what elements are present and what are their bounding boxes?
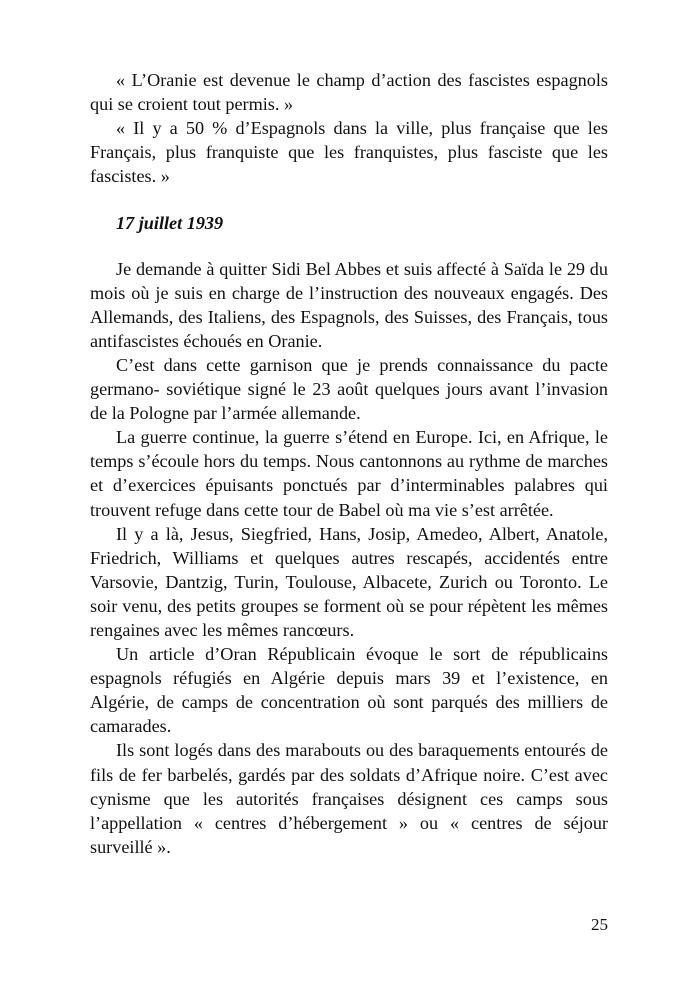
body-paragraph-4: Il y a là, Jesus, Siegfried, Hans, Josip, Amedeo, Albert, Anatole, Friedrich, Williams et quelques autres rescapés, accidentés entre Varsovie, Dantzig, Turin, Toulouse, Albacete, Zurich ou Toronto. Le soir venu, des petits groupes se forment où se pour répètent les mêmes rengaines avec les mêmes rancœurs. xyxy=(90,523,608,640)
body-paragraph-2: C’est dans cette garnison que je prends connaissance du pacte germano- soviétique signé le 23 août quelques jours avant l’invasion de la Pologne par l’armée allemande. xyxy=(90,354,608,424)
quote-paragraph-1: « L’Oranie est devenue le champ d’action des fascistes espagnols qui se croient tout permis. » xyxy=(90,70,608,115)
date-heading: 17 juillet 1939 xyxy=(116,213,224,234)
page-number: 25 xyxy=(591,915,608,934)
body-paragraph-3: La guerre continue, la guerre s’étend en Europe. Ici, en Afrique, le temps s’écoule hors du temps. Nous cantonnons au rythme de marches et d’exercices épuisants ponctués par d’interminables palabres qui trouvent refuge dans cette tour de Babel où ma vie s’est arrêtée. xyxy=(90,427,608,520)
body-paragraph-5: Un article d’Oran Républicain évoque le sort de républicains espagnols réfugiés en Algérie depuis mars 39 et l’existence, en Algérie, de camps de concentration où sont parqués des milliers de camarades. xyxy=(90,644,608,737)
quote-paragraph-2: « Il y a 50 % d’Espagnols dans la ville, plus française que les Français, plus franquiste que les franquistes, plus fasciste que les fascistes. » xyxy=(90,118,608,187)
body-paragraph-1: Je demande à quitter Sidi Bel Abbes et suis affecté à Saïda le 29 du mois où je suis en charge de l’instruction des nouveaux engagés. Des Allemands, des Italiens, des Espagnols, des Suisses, des Français, tous antifascistes échoués en Oranie. xyxy=(90,258,608,351)
page-text xyxy=(90,68,608,859)
body-paragraph-6: Ils sont logés dans des marabouts ou des baraquements entourés de fils de fer barbelés, gardés par des soldats d’Afrique noire. C’est avec cynisme que les autorités françaises désignent ces camps sous l’appellation « centres d’hébergement » ou « centres de séjour surveillé ». xyxy=(90,740,608,857)
